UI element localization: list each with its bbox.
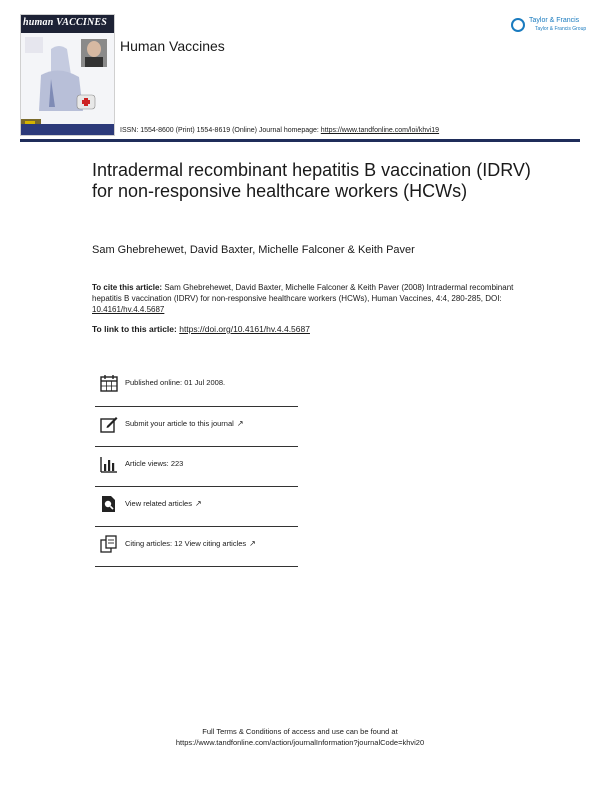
edit-icon <box>100 415 118 433</box>
cite-text: Sam Ghebrehewet, David Baxter, Michelle Falconer & Keith Paver (2008) Intradermal recombinant hepatitis B vaccination (IDRV) for non-responsive healthcare workers (HCWs), Human Vaccines, 4:4, 280-285, DOI: <box>92 283 514 303</box>
cover-masthead-title: human VACCINES <box>23 17 108 28</box>
article-title: Intradermal recombinant hepatitis B vaccination (IDRV) for non-responsive healthcare workers (HCWs) <box>92 160 531 201</box>
journal-name: Human Vaccines <box>120 38 225 54</box>
cover-bottom-bar <box>21 124 114 135</box>
related-articles-row[interactable] <box>95 487 298 527</box>
citing-articles-text: Citing articles: 12 View citing articles <box>125 539 247 548</box>
publisher-logo-icon <box>511 18 525 32</box>
link-label: To link to this article: <box>92 324 180 334</box>
article-link-block <box>92 324 310 334</box>
journal-homepage-link[interactable]: https://www.tandfonline.com/loi/khvi19 <box>320 127 440 134</box>
published-online-text: Published online: 01 Jul 2008. <box>125 378 226 387</box>
footer-terms <box>0 726 600 748</box>
journal-cover-image <box>20 14 115 136</box>
submit-article-row[interactable] <box>95 407 298 447</box>
calendar-icon <box>100 374 118 392</box>
article-authors: Sam Ghebrehewet, David Baxter, Michelle Falconer & Keith Paver <box>92 244 415 256</box>
cite-doi-link[interactable]: 10.4161/hv.4.4.5687 <box>92 305 165 314</box>
footer-terms-link[interactable]: https://www.tandfonline.com/action/journalInformation?journalCode=khvi20 <box>175 738 425 747</box>
related-articles-text: View related articles <box>125 499 192 508</box>
citation-block <box>92 282 532 315</box>
footer-terms-text: Full Terms & Conditions of access and use can be found at <box>202 727 398 736</box>
publisher-group: Taylor & Francis Group <box>535 26 587 32</box>
external-link-icon: ↗ <box>236 419 244 428</box>
info-divider <box>95 566 298 567</box>
article-views-row <box>95 447 298 487</box>
external-link-icon: ↗ <box>249 539 256 548</box>
publisher-name: Taylor & Francis <box>529 17 580 24</box>
publisher-logo <box>511 16 587 36</box>
citing-articles-row[interactable] <box>95 527 298 567</box>
article-doi-link[interactable]: https://doi.org/10.4161/hv.4.4.5687 <box>179 324 310 334</box>
related-articles-link[interactable] <box>125 499 202 508</box>
submit-article-link[interactable] <box>125 419 244 428</box>
submit-article-text: Submit your article to this journal <box>125 419 234 428</box>
cover-illustration <box>21 15 114 135</box>
article-views-text: Article views: 223 <box>125 459 184 468</box>
issn-line <box>120 127 439 134</box>
header-rule <box>20 139 580 142</box>
citing-articles-link[interactable] <box>125 539 256 548</box>
published-online-row <box>95 366 298 406</box>
external-link-icon: ↗ <box>194 499 202 508</box>
cite-label: To cite this article: <box>92 283 163 292</box>
citing-articles-icon <box>100 535 118 553</box>
issn-text: ISSN: 1554-8600 (Print) 1554-8619 (Online) Journal homepage: <box>120 127 321 134</box>
bar-chart-icon <box>100 455 118 473</box>
document-search-icon <box>100 495 118 513</box>
